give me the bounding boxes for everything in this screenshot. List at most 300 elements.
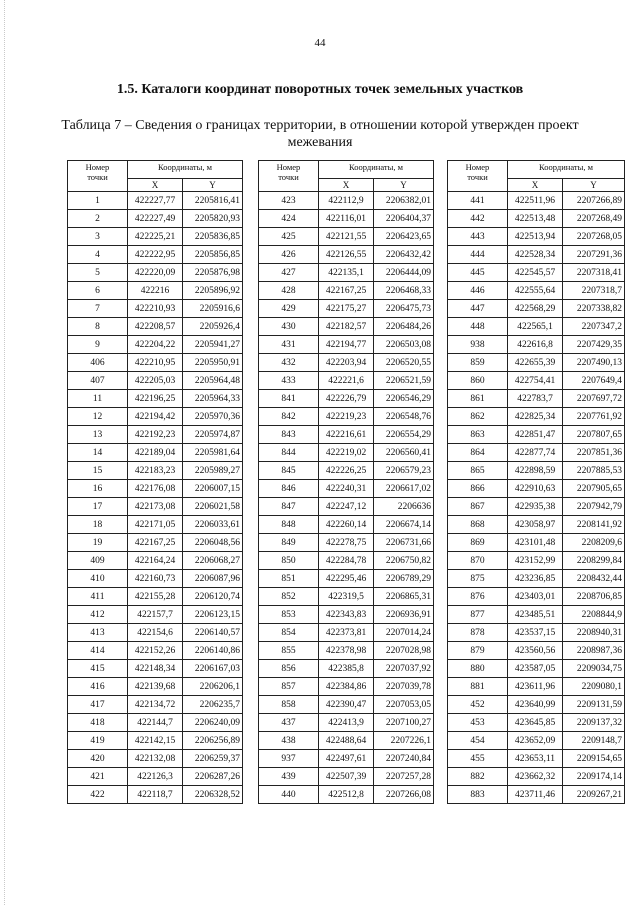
table-row: [259, 426, 434, 444]
x-coordinate-cell: 422227,49: [128, 210, 183, 228]
point-number-cell: 438: [259, 732, 319, 750]
table-row: [448, 534, 625, 552]
table-row: [448, 372, 625, 390]
x-coordinate-cell: 422497,61: [319, 750, 374, 768]
y-coordinate-cell: 2207905,65: [563, 480, 625, 498]
y-coordinate-cell: 2207266,89: [563, 192, 625, 210]
table-row: [259, 588, 434, 606]
y-coordinate-cell: 2206068,27: [183, 552, 243, 570]
header-coordinates: Координаты, м: [508, 161, 625, 179]
point-number-cell: 446: [448, 282, 508, 300]
y-coordinate-cell: 2206750,82: [374, 552, 434, 570]
y-coordinate-cell: 2206007,15: [183, 480, 243, 498]
y-coordinate-cell: 2206033,61: [183, 516, 243, 534]
x-coordinate-cell: 422222,95: [128, 246, 183, 264]
table-row: [259, 336, 434, 354]
x-coordinate-cell: 423537,15: [508, 624, 563, 642]
point-number-cell: 855: [259, 642, 319, 660]
point-number-cell: 19: [68, 534, 128, 552]
y-coordinate-cell: 2205941,27: [183, 336, 243, 354]
table-row: [448, 264, 625, 282]
x-coordinate-cell: 422142,15: [128, 732, 183, 750]
table-row: [68, 624, 243, 642]
x-coordinate-cell: 422126,55: [319, 246, 374, 264]
y-coordinate-cell: 2205836,85: [183, 228, 243, 246]
point-number-cell: 880: [448, 660, 508, 678]
x-coordinate-cell: 423101,48: [508, 534, 563, 552]
y-coordinate-cell: 2206520,55: [374, 354, 434, 372]
table-row: [259, 606, 434, 624]
table-row: [68, 732, 243, 750]
x-coordinate-cell: 422144,7: [128, 714, 183, 732]
point-number-cell: 3: [68, 228, 128, 246]
point-number-cell: 431: [259, 336, 319, 354]
y-coordinate-cell: 2207649,4: [563, 372, 625, 390]
x-coordinate-cell: 422260,14: [319, 516, 374, 534]
table-row: [68, 714, 243, 732]
x-coordinate-cell: 422220,09: [128, 264, 183, 282]
x-coordinate-cell: 423485,51: [508, 606, 563, 624]
x-coordinate-cell: 422175,27: [319, 300, 374, 318]
point-number-cell: 443: [448, 228, 508, 246]
point-number-cell: 410: [68, 570, 128, 588]
x-coordinate-cell: 423645,85: [508, 714, 563, 732]
table-row: [259, 300, 434, 318]
point-number-cell: 18: [68, 516, 128, 534]
x-coordinate-cell: 422203,94: [319, 354, 374, 372]
y-coordinate-cell: 2209080,1: [563, 678, 625, 696]
x-coordinate-cell: 423403,01: [508, 588, 563, 606]
x-coordinate-cell: 422319,5: [319, 588, 374, 606]
x-coordinate-cell: 422157,7: [128, 606, 183, 624]
y-coordinate-cell: 2207807,65: [563, 426, 625, 444]
y-coordinate-cell: 2209137,32: [563, 714, 625, 732]
y-coordinate-cell: 2205964,33: [183, 390, 243, 408]
y-coordinate-cell: 2206140,86: [183, 642, 243, 660]
point-number-cell: 883: [448, 786, 508, 804]
x-coordinate-cell: 422160,73: [128, 570, 183, 588]
point-number-cell: 864: [448, 444, 508, 462]
point-number-cell: 4: [68, 246, 128, 264]
page-number: 44: [314, 37, 326, 49]
table-row: [448, 606, 625, 624]
y-coordinate-cell: 2205896,92: [183, 282, 243, 300]
y-coordinate-cell: 2207291,36: [563, 246, 625, 264]
table-row: [68, 678, 243, 696]
point-number-cell: 441: [448, 192, 508, 210]
y-coordinate-cell: 2207697,72: [563, 390, 625, 408]
x-coordinate-cell: 423662,32: [508, 768, 563, 786]
x-coordinate-cell: 422935,38: [508, 498, 563, 516]
table-row: [259, 516, 434, 534]
table-row: [259, 624, 434, 642]
coordinate-table-1: [67, 160, 243, 804]
point-number-cell: 430: [259, 318, 319, 336]
y-coordinate-cell: 2206256,89: [183, 732, 243, 750]
y-coordinate-cell: 2207268,49: [563, 210, 625, 228]
x-coordinate-cell: 422194,77: [319, 336, 374, 354]
point-number-cell: 2: [68, 210, 128, 228]
table-row: [448, 318, 625, 336]
table-row: [448, 246, 625, 264]
x-coordinate-cell: 422565,1: [508, 318, 563, 336]
table-row: [259, 390, 434, 408]
header-x: X: [319, 179, 374, 192]
point-number-cell: 452: [448, 696, 508, 714]
table-row: [259, 228, 434, 246]
y-coordinate-cell: 2206789,29: [374, 570, 434, 588]
x-coordinate-cell: 422877,74: [508, 444, 563, 462]
table-row: [68, 660, 243, 678]
header-point-line-1: Номер: [85, 162, 110, 172]
y-coordinate-cell: 2206731,66: [374, 534, 434, 552]
x-coordinate-cell: 422148,34: [128, 660, 183, 678]
point-number-cell: 415: [68, 660, 128, 678]
x-coordinate-cell: 422167,25: [319, 282, 374, 300]
y-coordinate-cell: 2208209,6: [563, 534, 625, 552]
header-coordinates: Координаты, м: [128, 161, 243, 179]
table-row: [448, 696, 625, 714]
point-number-cell: 422: [68, 786, 128, 804]
table-row: [259, 246, 434, 264]
y-coordinate-cell: 2208141,92: [563, 516, 625, 534]
table-row: [68, 642, 243, 660]
point-number-cell: 444: [448, 246, 508, 264]
table-row: [259, 318, 434, 336]
point-number-cell: 938: [448, 336, 508, 354]
x-coordinate-cell: 422754,41: [508, 372, 563, 390]
x-coordinate-cell: 423152,99: [508, 552, 563, 570]
point-number-cell: 853: [259, 606, 319, 624]
header-y: Y: [374, 179, 434, 192]
table-row: [448, 426, 625, 444]
x-coordinate-cell: 422825,34: [508, 408, 563, 426]
table-row: [259, 732, 434, 750]
table-row: [259, 444, 434, 462]
point-number-cell: 454: [448, 732, 508, 750]
point-number-cell: 852: [259, 588, 319, 606]
y-coordinate-cell: 2205856,85: [183, 246, 243, 264]
x-coordinate-cell: 422194,42: [128, 408, 183, 426]
y-coordinate-cell: 2206206,1: [183, 678, 243, 696]
table-row: [68, 210, 243, 228]
x-coordinate-cell: 422155,28: [128, 588, 183, 606]
table-row: [68, 426, 243, 444]
y-coordinate-cell: 2207429,35: [563, 336, 625, 354]
x-coordinate-cell: 422512,8: [319, 786, 374, 804]
x-coordinate-cell: 422545,57: [508, 264, 563, 282]
point-number-cell: 429: [259, 300, 319, 318]
point-number-cell: 440: [259, 786, 319, 804]
table-row: [68, 750, 243, 768]
table-row: [68, 354, 243, 372]
y-coordinate-cell: 2206503,08: [374, 336, 434, 354]
y-coordinate-cell: 2206404,37: [374, 210, 434, 228]
point-number-cell: 857: [259, 678, 319, 696]
x-coordinate-cell: 422240,31: [319, 480, 374, 498]
x-coordinate-cell: 422343,83: [319, 606, 374, 624]
point-number-cell: 842: [259, 408, 319, 426]
point-number-cell: 841: [259, 390, 319, 408]
point-number-cell: 879: [448, 642, 508, 660]
x-coordinate-cell: 422655,39: [508, 354, 563, 372]
x-coordinate-cell: 422183,23: [128, 462, 183, 480]
point-number-cell: 847: [259, 498, 319, 516]
table-row: [259, 678, 434, 696]
table-row: [68, 606, 243, 624]
table-row: [259, 408, 434, 426]
x-coordinate-cell: 422216: [128, 282, 183, 300]
table-row: [448, 570, 625, 588]
x-coordinate-cell: 422507,39: [319, 768, 374, 786]
table-row: [448, 624, 625, 642]
point-number-cell: 866: [448, 480, 508, 498]
coordinate-table-3: [447, 160, 625, 804]
y-coordinate-cell: 2208432,44: [563, 570, 625, 588]
point-number-cell: 869: [448, 534, 508, 552]
table-row: [448, 192, 625, 210]
x-coordinate-cell: 422210,95: [128, 354, 183, 372]
y-coordinate-cell: 2207257,28: [374, 768, 434, 786]
table-row: [259, 570, 434, 588]
x-coordinate-cell: 422208,57: [128, 318, 183, 336]
point-number-cell: 865: [448, 462, 508, 480]
point-number-cell: 16: [68, 480, 128, 498]
table-row: [68, 318, 243, 336]
point-number-cell: 17: [68, 498, 128, 516]
y-coordinate-cell: 2206579,23: [374, 462, 434, 480]
table-row: [68, 570, 243, 588]
y-coordinate-cell: 2205950,91: [183, 354, 243, 372]
table-row: [448, 480, 625, 498]
x-coordinate-cell: 423236,85: [508, 570, 563, 588]
table-row: [448, 228, 625, 246]
x-coordinate-cell: 422513,48: [508, 210, 563, 228]
y-coordinate-cell: 2207226,1: [374, 732, 434, 750]
y-coordinate-cell: 2206475,73: [374, 300, 434, 318]
x-coordinate-cell: 422568,29: [508, 300, 563, 318]
y-coordinate-cell: 2206636: [374, 498, 434, 516]
point-number-cell: 427: [259, 264, 319, 282]
x-coordinate-cell: 423587,05: [508, 660, 563, 678]
table-row: [68, 246, 243, 264]
y-coordinate-cell: 2207318,7: [563, 282, 625, 300]
x-coordinate-cell: 422378,98: [319, 642, 374, 660]
table-row: [68, 768, 243, 786]
y-coordinate-cell: 2207100,27: [374, 714, 434, 732]
x-coordinate-cell: 422116,01: [319, 210, 374, 228]
point-number-cell: 417: [68, 696, 128, 714]
y-coordinate-cell: 2206382,01: [374, 192, 434, 210]
y-coordinate-cell: 2206560,41: [374, 444, 434, 462]
point-number-cell: 432: [259, 354, 319, 372]
table-row: [259, 786, 434, 804]
y-coordinate-cell: 2207347,2: [563, 318, 625, 336]
x-coordinate-cell: 422164,24: [128, 552, 183, 570]
y-coordinate-cell: 2206167,03: [183, 660, 243, 678]
table-row: [448, 408, 625, 426]
point-number-cell: 844: [259, 444, 319, 462]
point-number-cell: 412: [68, 606, 128, 624]
x-coordinate-cell: 422226,25: [319, 462, 374, 480]
point-number-cell: 406: [68, 354, 128, 372]
x-coordinate-cell: 422295,46: [319, 570, 374, 588]
point-number-cell: 439: [259, 768, 319, 786]
x-coordinate-cell: 422219,02: [319, 444, 374, 462]
x-coordinate-cell: 423653,11: [508, 750, 563, 768]
table-row: [448, 462, 625, 480]
y-coordinate-cell: 2208940,31: [563, 624, 625, 642]
y-coordinate-cell: 2206087,96: [183, 570, 243, 588]
y-coordinate-cell: 2206548,76: [374, 408, 434, 426]
point-number-cell: 413: [68, 624, 128, 642]
x-coordinate-cell: 422227,77: [128, 192, 183, 210]
x-coordinate-cell: 422135,1: [319, 264, 374, 282]
header-point-line-2: точки: [278, 172, 299, 182]
x-coordinate-cell: 422118,7: [128, 786, 183, 804]
table-row: [259, 768, 434, 786]
point-number-cell: 15: [68, 462, 128, 480]
x-coordinate-cell: 423711,46: [508, 786, 563, 804]
header-y: Y: [563, 179, 625, 192]
x-coordinate-cell: 422528,34: [508, 246, 563, 264]
table-row: [259, 354, 434, 372]
point-number-cell: 11: [68, 390, 128, 408]
x-coordinate-cell: 422616,8: [508, 336, 563, 354]
x-coordinate-cell: 422205,03: [128, 372, 183, 390]
header-point-number: [448, 161, 508, 192]
header-x: X: [128, 179, 183, 192]
y-coordinate-cell: 2206287,26: [183, 768, 243, 786]
point-number-cell: 870: [448, 552, 508, 570]
x-coordinate-cell: 422167,25: [128, 534, 183, 552]
table-row: [259, 642, 434, 660]
point-number-cell: 414: [68, 642, 128, 660]
point-number-cell: 420: [68, 750, 128, 768]
table-row: [68, 444, 243, 462]
y-coordinate-cell: 2205820,93: [183, 210, 243, 228]
y-coordinate-cell: 2208844,9: [563, 606, 625, 624]
y-coordinate-cell: 2207266,08: [374, 786, 434, 804]
table-row: [68, 696, 243, 714]
point-number-cell: 843: [259, 426, 319, 444]
y-coordinate-cell: 2206432,42: [374, 246, 434, 264]
x-coordinate-cell: 422121,55: [319, 228, 374, 246]
table-row: [259, 210, 434, 228]
table-row: [68, 336, 243, 354]
x-coordinate-cell: 422176,08: [128, 480, 183, 498]
y-coordinate-cell: 2208987,36: [563, 642, 625, 660]
point-number-cell: 407: [68, 372, 128, 390]
x-coordinate-cell: 423611,96: [508, 678, 563, 696]
x-coordinate-cell: 423560,56: [508, 642, 563, 660]
point-number-cell: 863: [448, 426, 508, 444]
table-row: [68, 264, 243, 282]
y-coordinate-cell: 2207318,41: [563, 264, 625, 282]
y-coordinate-cell: 2206468,33: [374, 282, 434, 300]
y-coordinate-cell: 2206674,14: [374, 516, 434, 534]
y-coordinate-cell: 2206423,65: [374, 228, 434, 246]
table-row: [259, 552, 434, 570]
table-row: [68, 516, 243, 534]
y-coordinate-cell: 2207039,78: [374, 678, 434, 696]
table-row: [448, 498, 625, 516]
y-coordinate-cell: 2207885,53: [563, 462, 625, 480]
table-row: [68, 228, 243, 246]
x-coordinate-cell: 422413,9: [319, 714, 374, 732]
table-row: [259, 264, 434, 282]
table-row: [448, 354, 625, 372]
point-number-cell: 14: [68, 444, 128, 462]
y-coordinate-cell: 2207338,82: [563, 300, 625, 318]
x-coordinate-cell: 422189,04: [128, 444, 183, 462]
y-coordinate-cell: 2206021,58: [183, 498, 243, 516]
x-coordinate-cell: 422910,63: [508, 480, 563, 498]
y-coordinate-cell: 2206123,15: [183, 606, 243, 624]
x-coordinate-cell: 422139,68: [128, 678, 183, 696]
header-point-line-1: Номер: [276, 162, 301, 172]
table-row: [68, 300, 243, 318]
y-coordinate-cell: 2208299,84: [563, 552, 625, 570]
x-coordinate-cell: 422196,25: [128, 390, 183, 408]
y-coordinate-cell: 2206865,31: [374, 588, 434, 606]
y-coordinate-cell: 2206444,09: [374, 264, 434, 282]
x-coordinate-cell: 422204,22: [128, 336, 183, 354]
point-number-cell: 433: [259, 372, 319, 390]
y-coordinate-cell: 2207028,98: [374, 642, 434, 660]
point-number-cell: 409: [68, 552, 128, 570]
header-point-number: [259, 161, 319, 192]
x-coordinate-cell: 422126,3: [128, 768, 183, 786]
y-coordinate-cell: 2205926,4: [183, 318, 243, 336]
point-number-cell: 846: [259, 480, 319, 498]
point-number-cell: 453: [448, 714, 508, 732]
y-coordinate-cell: 2205974,87: [183, 426, 243, 444]
x-coordinate-cell: 422216,61: [319, 426, 374, 444]
header-point-number: [68, 161, 128, 192]
x-coordinate-cell: 423640,99: [508, 696, 563, 714]
y-coordinate-cell: 2206554,29: [374, 426, 434, 444]
point-number-cell: 13: [68, 426, 128, 444]
point-number-cell: 856: [259, 660, 319, 678]
table-row: [68, 498, 243, 516]
x-coordinate-cell: 422278,75: [319, 534, 374, 552]
table-row: [68, 282, 243, 300]
y-coordinate-cell: 2206235,7: [183, 696, 243, 714]
table-row: [68, 480, 243, 498]
table-row: [259, 480, 434, 498]
y-coordinate-cell: 2206240,09: [183, 714, 243, 732]
y-coordinate-cell: 2205989,27: [183, 462, 243, 480]
point-number-cell: 860: [448, 372, 508, 390]
point-number-cell: 937: [259, 750, 319, 768]
point-number-cell: 428: [259, 282, 319, 300]
header-y: Y: [183, 179, 243, 192]
point-number-cell: 861: [448, 390, 508, 408]
point-number-cell: 862: [448, 408, 508, 426]
point-number-cell: 850: [259, 552, 319, 570]
x-coordinate-cell: 422851,47: [508, 426, 563, 444]
point-number-cell: 447: [448, 300, 508, 318]
y-coordinate-cell: 2206521,59: [374, 372, 434, 390]
x-coordinate-cell: 422154,6: [128, 624, 183, 642]
header-x: X: [508, 179, 563, 192]
point-number-cell: 5: [68, 264, 128, 282]
x-coordinate-cell: 422225,21: [128, 228, 183, 246]
y-coordinate-cell: 2209174,14: [563, 768, 625, 786]
point-number-cell: 858: [259, 696, 319, 714]
point-number-cell: 882: [448, 768, 508, 786]
